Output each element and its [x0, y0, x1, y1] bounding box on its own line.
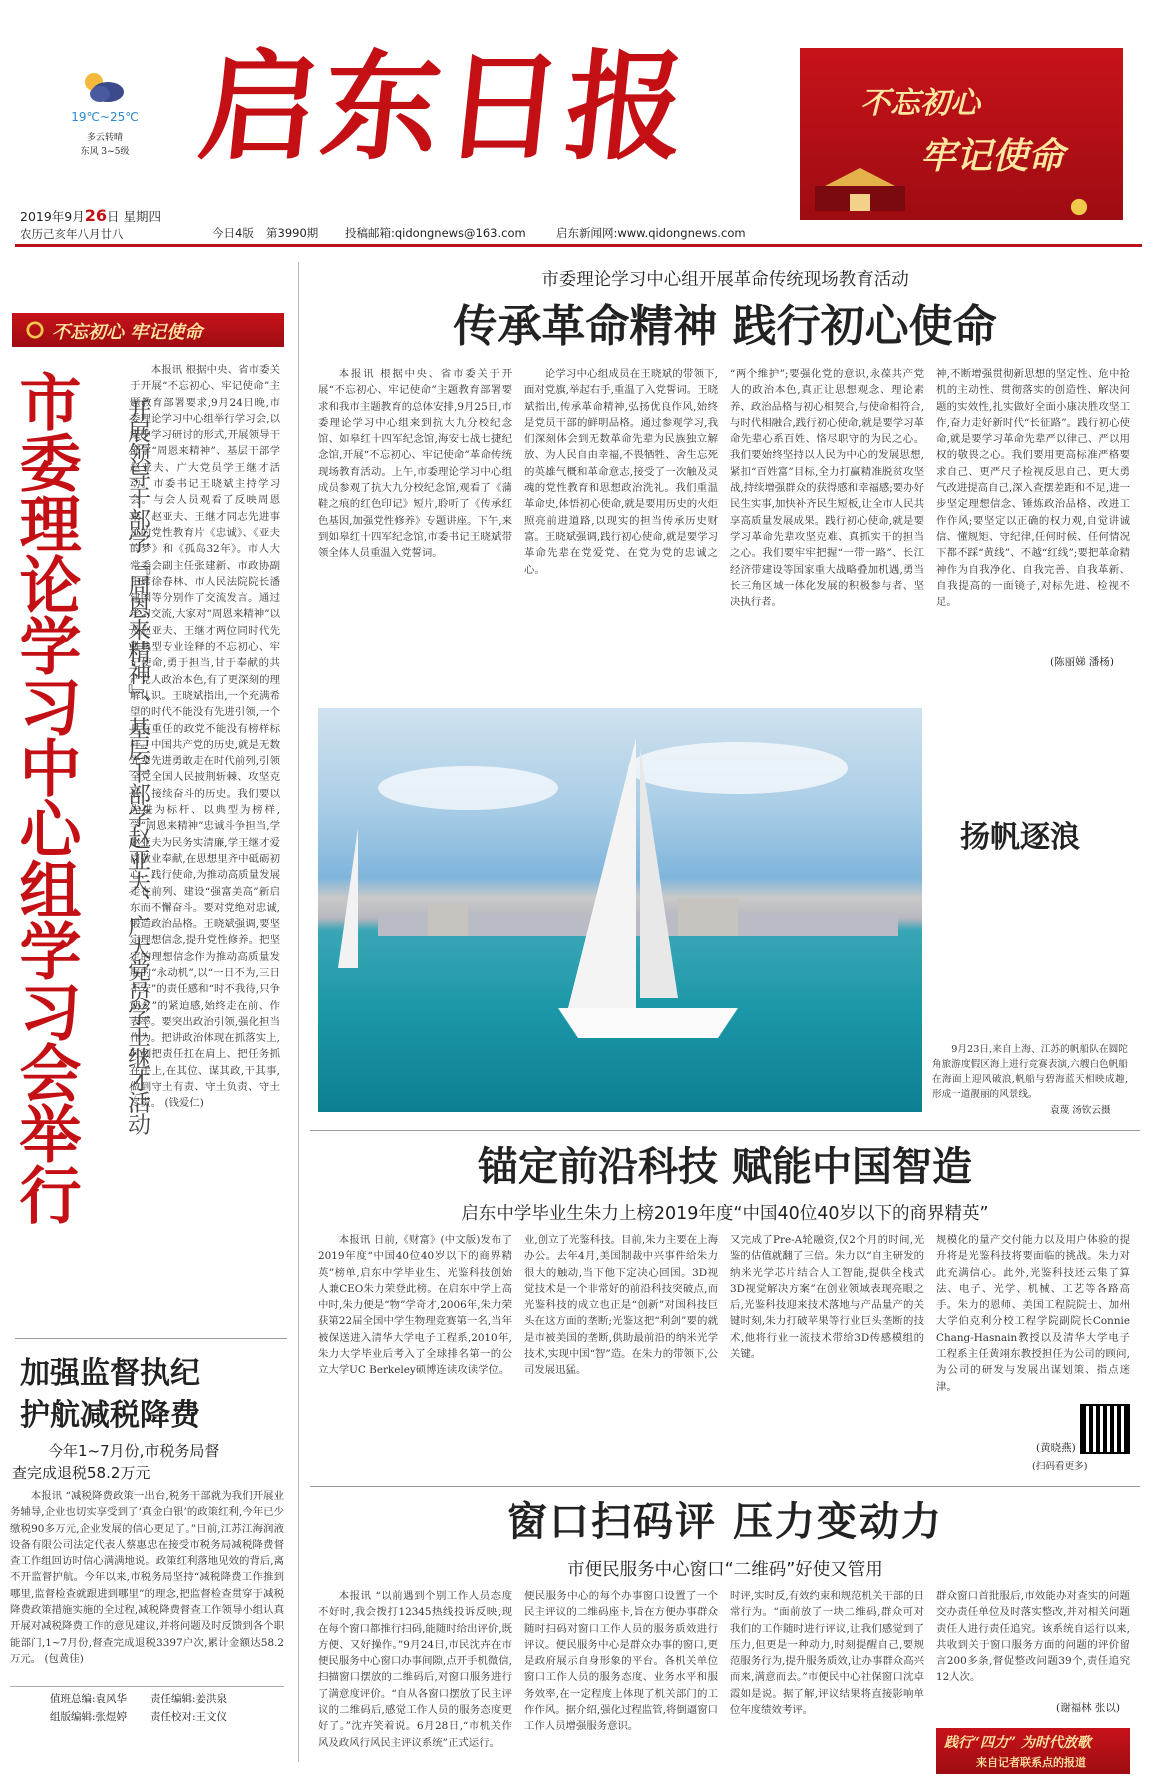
qr-code-icon[interactable]	[1080, 1404, 1130, 1454]
tax-deck-2: 查完成退税58.2万元	[12, 1464, 151, 1482]
lead-col-1: 本报讯 根据中央、省市委关于开展“不忘初心、牢记使命”主题教育部署要求和我市主题教育的总体安排,9月25日,市委理论学习中心组来到抗大九分校纪念馆、如皋红十四军纪念馆,海安七战七捷纪念馆,开展“不忘初心、牢记使命”革命传统现场教育活动。上午,市委理论学习中心组成员参观了抗大九分校纪念馆,观看了《蒲鞋之痕的红色印记》短片,聆听了《传承红色基因,加强党性修养》专题讲座。下午,来到如皋红十四军纪念馆,市委书记王晓斌带领全体人员重温入党誓词。	[318, 368, 512, 560]
tech-col-1: 本报讯 日前,《财富》(中文版)发布了2019年度“中国40位40岁以下的商界精英”榜单,启东中学毕业生、光鉴科技创始人兼CEO朱力荣登此榜。在启东中学上高中时,朱力便是“物”学奇才,2006年,朱力荣获第22届全国中学生物理竞赛第一名,当年被保送进入清华大学电子工程系,2010年,朱力大学毕业后考入了全球排名第一的公立大学UC Berkeley硕博连读攻读学位。	[318, 1234, 512, 1377]
service-byline: (谢福林 张以)	[1056, 1702, 1121, 1714]
hammer-sickle-icon	[26, 321, 44, 339]
service-title: 窗口扫码评 压力变动力	[507, 1499, 943, 1545]
column-separator	[298, 262, 299, 1762]
tech-title: 锚定前沿科技 赋能中国智造	[478, 1144, 972, 1190]
sailing-photo	[318, 708, 922, 1112]
submission-email: 投稿邮箱:qidongnews@163.com	[345, 226, 526, 240]
left-divider	[15, 1338, 287, 1339]
masthead: 启东日报	[193, 37, 696, 176]
lead-col-3: “两个维护”;要强化党的意识,永葆共产党人的政治本色,真正让思想观念、理论素养、政治品格与初心相契合,与使命相符合,与时代相融合,践行初心使命,就是要学习革命先辈心系百姓、恪尽职守的为民之心。我们要始终坚持以人民为中心的发展思想,紧扣“百姓富”目标,全力打赢精准脱贫攻坚战,持续增强群众的获得感和幸福感;要办好民生实事,加快补齐民生短板,让全市人民共享高质量发展成果。践行初心使命,就是要学习革命先辈攻坚克难、真抓实干的担当之心。我们要牢牢把握“一带一路”、长江经济带建设等国家重大战略叠加机遇,勇当长三角区域一体化发展的积极参与者、坚决执行者。	[730, 368, 924, 609]
lead-kicker: 市委理论学习中心组开展革命传统现场教育活动	[541, 270, 909, 290]
ad-line-2: 牢记使命	[920, 135, 1065, 177]
lead-story-subtitle: 开展领导干部学『周恩来精神』、基层干部学赵亚夫、广大党员学王继才活动	[124, 398, 150, 1135]
date-day: 26	[84, 206, 108, 225]
tax-title-2: 护航减税降费	[20, 1398, 200, 1433]
issue-number: 第3990期	[266, 226, 319, 240]
weather-desc-2: 东风 3~5级	[80, 147, 130, 157]
weather-box	[60, 68, 150, 178]
tax-body: 本报讯 “减税降费政策一出台,税务干部就为我们开展业务辅导,企业也切实享受到了‘真金白银’的政策红利,今年已少缴税90多万元,企业发展的信心更足了。”日前,江苏江海润液设备有限公司法定代表人蔡惠忠在接受市税务局减税降费督查工作组回访时信心满满地说。政策红利落地见效的背后,离不开监督护航。今年以来,市税务局坚持“减税降费工作推到哪里,监督检查就跟进到哪里”的理念,把监督检查贯穿于减税降费政策措施实施的全过程,减税降费督查工作领导小组认真开展对减税降费工作的意见建议,并将问题及时反馈到各个职能部门,1~7月份,督查完成退税3397户次,累计金额达58.2万元。 (包黄佳)	[10, 1490, 284, 1665]
photo-title: 扬帆逐浪	[960, 820, 1080, 855]
qr-caption: (扫码看更多)	[1032, 1461, 1088, 1472]
reporter-badge: 践行“四力” 为时代放歌 来自记者联系点的报道	[936, 1728, 1130, 1774]
service-col-3: 时评,实时反,有效约束和规范机关干部的日常行为。“面前放了一块二维码,群众可对我们的工作随时进行评议,让我们感觉到了压力,但更是一种动力,时刻提醒自己,要规范服务行为,提升服务质效,让办事群众高兴而来,满意而去。”市便民中心社保窗口沈卓霞如是说。据了解,评议结果将直接影响单位年度绩效考评。	[730, 1590, 924, 1717]
lunar-date: 农历己亥年八月廿八	[20, 227, 124, 241]
theme-badge: 不忘初心 牢记使命	[12, 313, 284, 347]
photo-credit: 袁蔑 汤钦云摄	[1050, 1105, 1111, 1116]
tech-deck: 启东中学毕业生朱力上榜2019年度“中国40位40岁以下的商界精英”	[461, 1204, 989, 1224]
tech-byline: (黄晓燕)	[1036, 1442, 1076, 1454]
lead-col-4: 神,不断增强贯彻新思想的坚定性、危中抢机的主动性、贯彻落实的创造性、解决问题的实效性,扎实做好全面小康决胜攻坚工作,奋力走好新时代“长征路”。践行初心使命,就是要学习革命先辈严以律己、严以用权的敬畏之心。我们要用更高标准严格要求自己、更严尺子检视反思自己、更大勇气改进提高自己,深入查摆差距和不足,进一步坚定理想信念、锤炼政治品格、改进工作作风;要坚定以正确的权力观,自觉讲诚信、懂规矩、守纪律,任何时候、任何情况下都不踩“黄线”、不越“红线”;要把革命精神作为自我净化、自我完善、自我革新、自我提高的一面镜子,对标先进、检视不足。	[936, 368, 1130, 609]
photo-caption: 9月23日,来自上海、江苏的帆船队在圆陀角旅游度假区海上进行竞赛表演,六艘白色帆船在海面上迎风破浪,帆船与碧海蓝天相映成趣,形成一道靓丽的风景线。	[932, 1044, 1128, 1100]
news-website: 启东新闻网:www.qidongnews.com	[556, 226, 746, 240]
weather-temp: 19℃~25℃	[71, 110, 139, 124]
service-col-1: 本报讯 “以前遇到个别工作人员态度不好时,我会拨打12345热线投诉反映,现在每个窗口都推行扫码,能随时给出评价,既方便、又好操作。”9月24日,市民沈卉在市便民服务中心窗口办事间隙,点开手机微信,扫描窗口摆放的二维码后,对窗口服务进行了满意度评价。“自从各窗口摆放了民主评议的二维码后,感觉工作人员的服务态度更好了。”沈卉笑着说。6月28日,“市机关作风及政风行风民主评议系统”正式运行。	[318, 1590, 512, 1749]
lead-story-body: 本报讯 根据中央、省市委关于开展“不忘初心、牢记使命”主题教育部署要求,9月24日晚,市委理论学习中心组举行学习会,以集中学习研讨的形式,开展领导干部学“周恩来精神”、基层干部学赵亚夫、广大党员学王继才活动。市委书记王晓斌主持学习会。与会人员观看了反映周恩来、赵亚夫、王继才同志先进事迹的党性教育片《忠诚》、《亚夫的梦》和《孤岛32年》。市人大常委会副主任张建新、市政协副主席徐春林、市人民法院院长潘建国等分别作了交流发言。通过学习交流,大家对“周恩来精神”以及赵亚夫、王继才两位同时代先进典型专业诠释的不忘初心、牢记使命,勇于担当,甘于奉献的共产党人政治本色,有了更深刻的理解认识。王晓斌指出,一个充满希望的时代不能没有先进引领,一个具有重任的政党不能没有榜样标杆。中国共产党的历史,就是无数先辈先进勇敢走在时代前列,引领全党全国人民披荆斩棘、攻坚克难、接续奋斗的历史。我们要以先进为标杆、以典型为榜样,学“周恩来精神”忠诚斗争担当,学赵亚夫为民务实清廉,学王继才爱岗敬业奉献,在思想里齐中砥砺初心、践行使命,为推动高质量发展走在前列、建设“强富美高”新启东而不懈奋斗。要对党绝对忠诚,锻造政治品格。王晓斌强调,要坚定理想信念,提升党性修养。把坚定的理想信念作为推动高质量发展的“永动机”,以“一日不为,三日不安”的责任感和“时不我待,只争朝夕”的紧迫感,始终走在前、作表率。要突出政治引领,强化担当作为。把讲政治体现在抓落实上,时刻把责任扛在肩上、把任务抓在手上,在其位、谋其政,干其事,做到守土有责、守土负责、守土尽责。 (钱爱仁)	[130, 364, 280, 1110]
service-col-4: 群众窗口首批服后,市效能办对查实的问题交办责任单位及时落实整改,并对相关问题责任人进行责任追究。该系统自运行以来,共收到关于窗口服务方面的问题的评价留言200多条,督促整改问题39个,责任追究12人次。	[936, 1590, 1130, 1684]
tech-col-4: 规模化的量产交付能力以及用户体验的提升将是光鉴科技将要面临的挑战。朱力对此充满信心。此外,光鉴科技还云集了算法、电子、光学、机械、工艺等各路高手。朱力的恩师、美国工程院院士、加州大学伯克利分校工程学院副院长Connie Chang-Hasnain教授以及清华大学电子工程系主任黄翊东教授担任为公司的顾问,为公司的研发与发展出谋划策、指点迷津。	[936, 1234, 1130, 1393]
ad-line-1: 不忘初心	[860, 86, 980, 121]
edition-count: 今日4版	[212, 226, 254, 240]
tiananmen-icon	[805, 156, 915, 216]
tech-col-3: 又完成了Pre-A轮融资,仅2个月的时间,光鉴的估值就翻了三倍。朱力以“自主研发的纳米光学芯片结合人工智能,提供全栈式3D视觉解决方案”在创业领域表现亮眼之后,光鉴科技迎来技术落地与产品量产的关键时刻,朱力打破苹果等行业巨头垄断的技术,他将行业一流技术带给3D传感模组的关键。	[730, 1234, 924, 1361]
tax-deck-1: 今年1~7月份,市税务局督	[48, 1442, 220, 1460]
service-col-2: 便民服务中心的每个办事窗口设置了一个民主评议的二维码座卡,旨在方便办事群众随时扫码对窗口工作人员的服务质效进行评议。便民服务中心是群众办事的窗口,更是政府展示自身形象的平台。各机关单位窗口工作人员的服务态度、业务水平和服务效率,在一定程度上体现了机关部门的工作作风。据介绍,强化过程监管,将倒逼窗口工作人员增强服务意识。	[524, 1590, 718, 1733]
weather-desc-1: 多云转晴	[86, 133, 123, 143]
party-emblem-icon	[1070, 198, 1088, 216]
lead-story-title: 市委理论学习中心组学习会举行	[9, 370, 82, 1224]
service-divider	[310, 1486, 1140, 1487]
header-ad	[800, 48, 1123, 220]
tax-title-1: 加强监督执纪	[20, 1356, 200, 1391]
lead-title: 传承革命精神 践行初心使命	[453, 301, 997, 352]
service-deck: 市便民服务中心窗口“二维码”好使又管用	[567, 1560, 883, 1580]
lead-byline: (陈丽娣 潘杨)	[1050, 656, 1115, 668]
cloudy-sun-icon	[80, 70, 126, 104]
header-rule	[15, 244, 1142, 247]
tech-col-2: 业,创立了光鉴科技。目前,朱力主要在上海办公。去年4月,美国制裁中兴事件给朱力很大的触动,当下他下定决心回国。3D视觉技术是一个非常好的前沿科技突破点,而光鉴科技的成立也正是“创新”对国科技巨头在这方面的垄断;光鉴这把“利剑”要的就是市被美国的垄断,供助最前沿的纳米光学技术,实现中国“智”造。在朱力的带领下,公司发展迅猛。	[524, 1234, 718, 1377]
sailboat-scene-icon	[318, 708, 922, 1112]
credits-box: 值班总编:袁风华 责任编辑:姜洪泉 组版编辑:张煜婷 责任校对:王文仪	[10, 1686, 284, 1727]
tech-divider	[310, 1130, 1140, 1131]
date-line: 2019年9月26日 星期四	[20, 206, 162, 225]
lead-col-2: 论学习中心组成员在王晓斌的带领下,面对党旗,举起右手,重温了入党誓词。王晓斌指出,传承革命精神,弘扬优良作风,始终是党员干部的鲜明品格。通过参观学习,我们深刻体会到无数革命先辈为民族独立解放、为人民自由幸福,不畏牺牲、舍生忘死的英雄气概和革命意志,接受了一次触及灵魂的党性教育和思想政治洗礼。我们重温革命史,体悟初心使命,就是要用历史的火炬照亮前进道路,以现实的担当传承历史财富。王晓斌强调,践行初心使命,就是要学习革命先辈在党爱党、在党为党的忠诚之心。	[524, 368, 718, 576]
